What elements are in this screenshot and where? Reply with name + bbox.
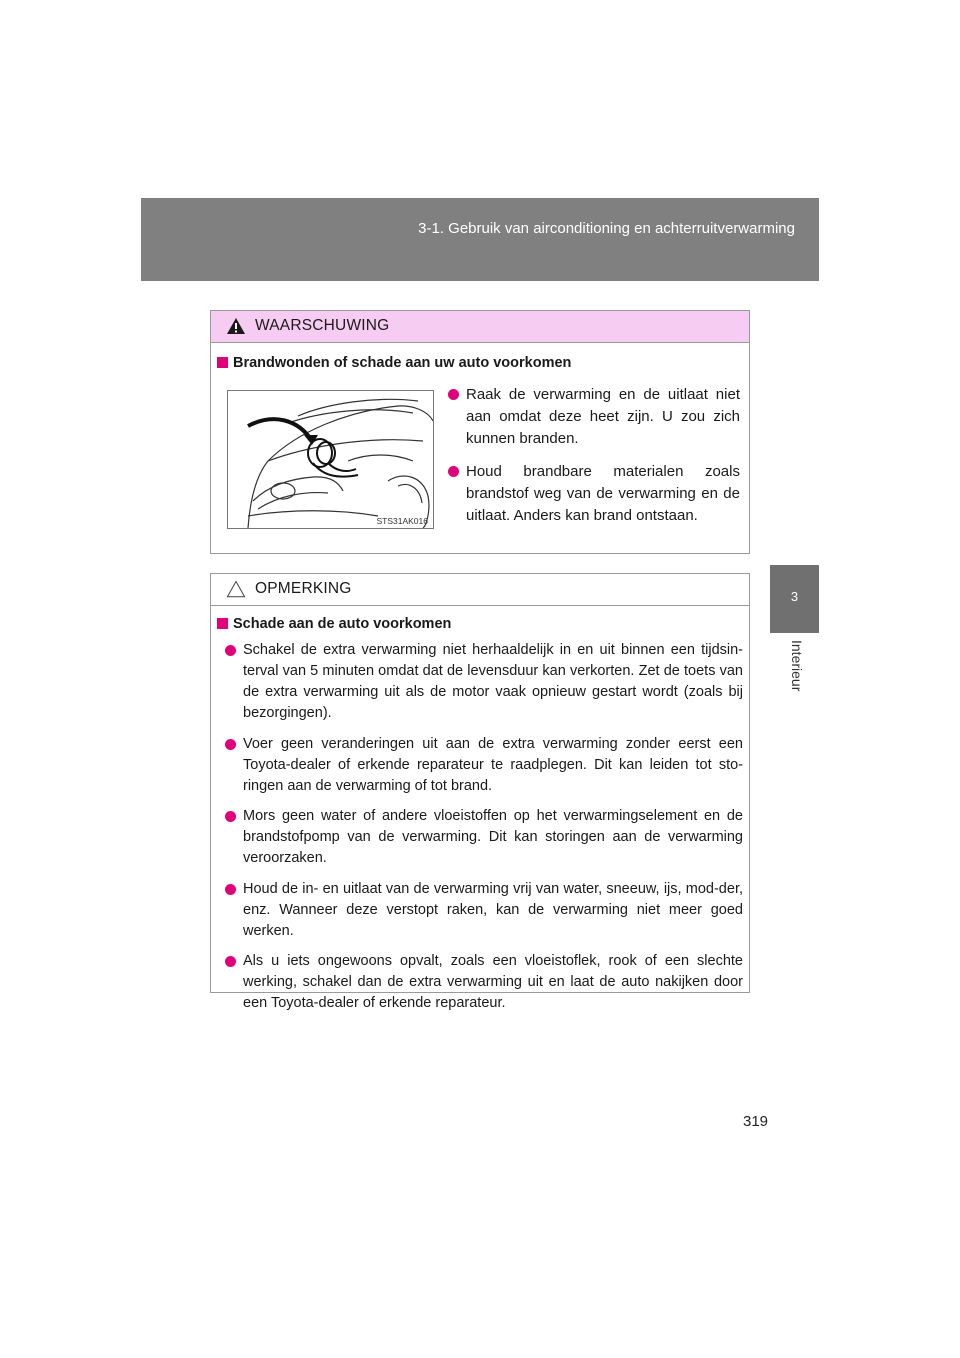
- heater-illustration: [227, 390, 434, 529]
- note-section-title: Schade aan de auto voorkomen: [217, 616, 451, 632]
- note-box: [210, 573, 750, 1011]
- caution-triangle-icon: [226, 580, 246, 598]
- warning-section-title: Brandwonden of schade aan uw auto voorkomen: [217, 355, 571, 371]
- list-item: Als u iets ongewoons opvalt, zoals een vloeistoflek, rook of een slechte werking, schakel dan de extra verwarming uit en laat de auto nakijken door een Toyota-dealer of erkende reparateur.: [223, 951, 743, 1014]
- bullet-dot-icon: [225, 739, 236, 750]
- warning-header: [211, 311, 749, 343]
- note-header: [211, 574, 749, 606]
- bullet-dot-icon: [225, 811, 236, 822]
- chapter-label: Interieur: [789, 640, 805, 692]
- list-item: Houd brandbare materialen zoals brandstof weg van de verwarming en de uitlaat. Anders kan brand ontstaan.: [446, 461, 740, 527]
- chapter-title: 3-1. Gebruik van airconditioning en achterruitverwarming: [418, 220, 795, 237]
- list-item: Voer geen veranderingen uit aan de extra verwarming zonder eerst een Toyota-dealer of erkende reparateur te raadplegen. Dit kan leiden tot sto-ringen aan de verwarming of tot brand.: [223, 734, 743, 797]
- square-bullet-icon: [217, 357, 228, 368]
- square-bullet-icon: [217, 618, 228, 629]
- list-item: Schakel de extra verwarming niet herhaaldelijk in en uit binnen een tijdsin-terval van 5 minuten omdat dat de levensduur kan verkorten. Zet de toets van de extra verwarming uit als de motor vaak opnieuw gestart wordt (zoals bij bezorgingen).: [223, 640, 743, 724]
- car-front-drawing: [228, 391, 433, 528]
- bullet-dot-icon: [448, 466, 459, 477]
- illustration-code: STS31AK016: [376, 516, 428, 526]
- warning-list: [446, 384, 740, 538]
- list-item: Mors geen water of andere vloeistoffen op het verwarmingselement en de brandstofpomp van de verwarming. Dit kan storingen aan de verwarming veroorzaken.: [223, 806, 743, 869]
- chapter-tab: [770, 565, 819, 633]
- chapter-header-band: [141, 198, 819, 281]
- bullet-dot-icon: [225, 956, 236, 967]
- chapter-number: 3: [790, 589, 799, 604]
- page-number: 319: [743, 1113, 769, 1130]
- note-label: OPMERKING: [255, 580, 352, 597]
- bullet-dot-icon: [225, 645, 236, 656]
- bullet-dot-icon: [448, 389, 459, 400]
- bullet-dot-icon: [225, 884, 236, 895]
- warning-box: [210, 310, 750, 554]
- note-list: [223, 640, 743, 1024]
- list-item: Houd de in- en uitlaat van de verwarming vrij van water, sneeuw, ijs, mod-der, enz. Wanneer deze verstopt raken, kan de verwarming niet meer goed werken.: [223, 879, 743, 942]
- list-item: Raak de verwarming en de uitlaat niet aan omdat deze heet zijn. U zou zich kunnen branden.: [446, 384, 740, 450]
- warning-label: WAARSCHUWING: [255, 317, 390, 334]
- warning-triangle-icon: [226, 317, 246, 335]
